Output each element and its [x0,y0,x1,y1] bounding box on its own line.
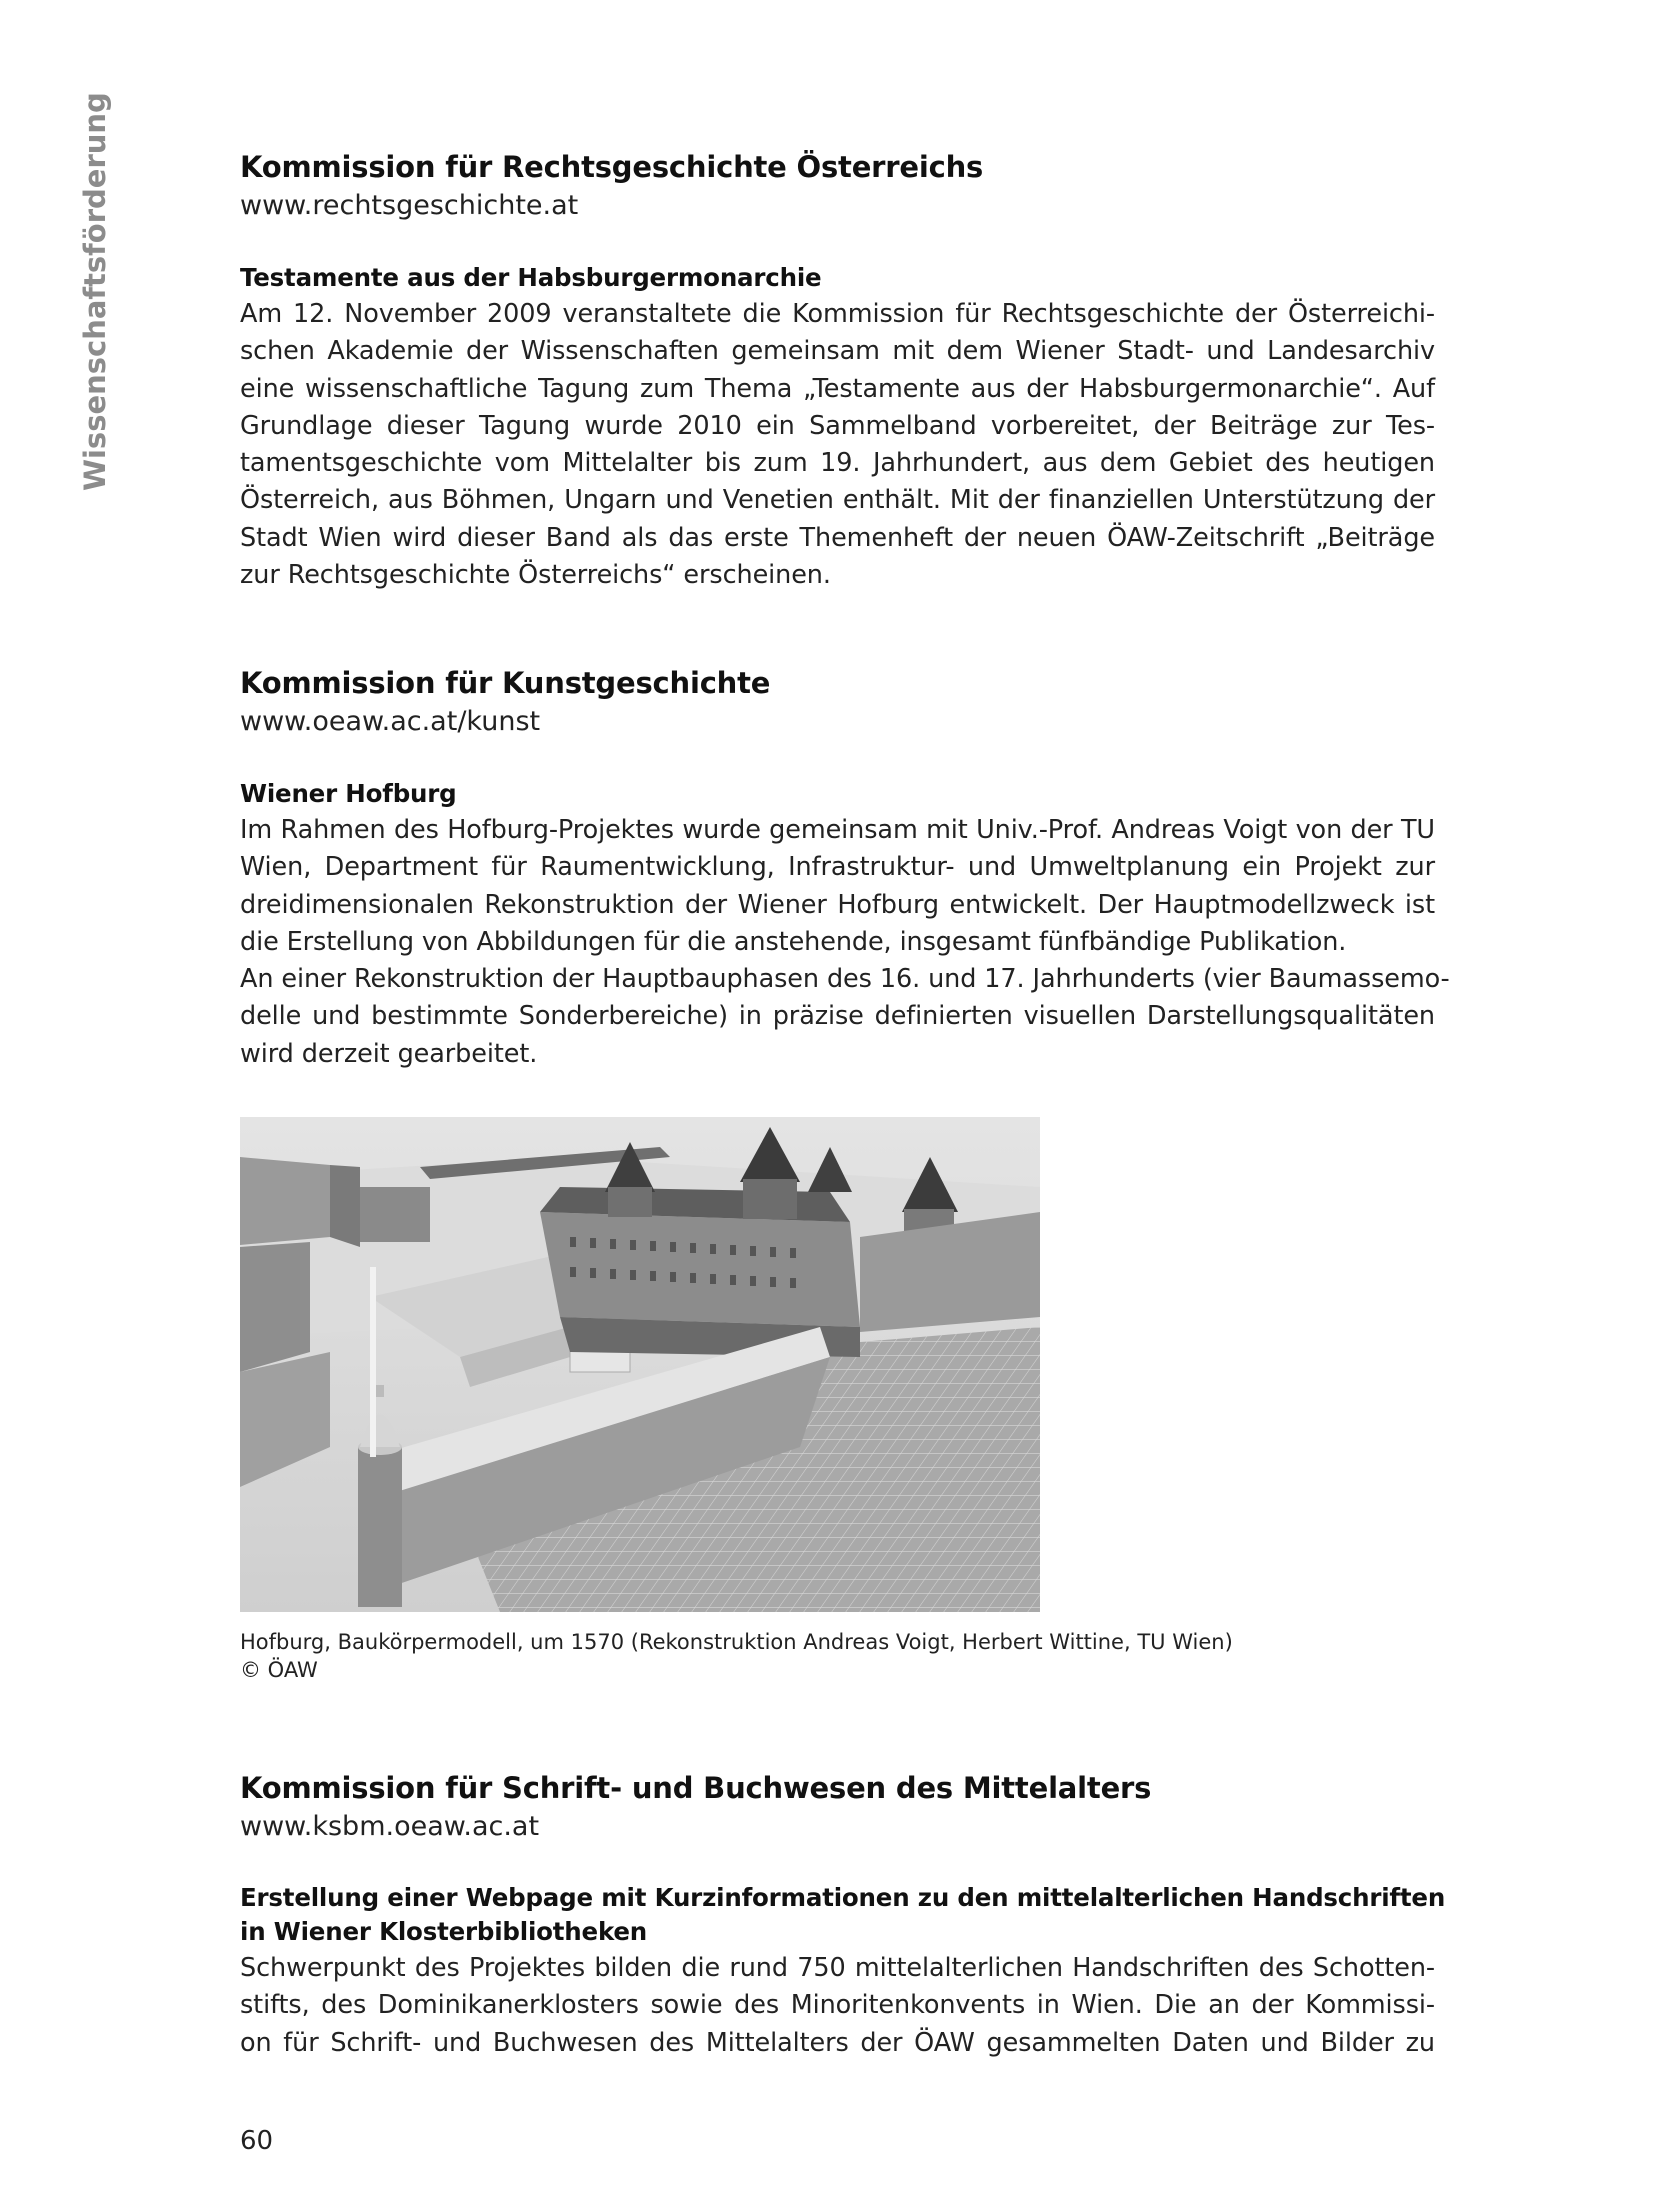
hofburg-model-image [240,1117,1040,1612]
text-line: Schwerpunkt des Projektes bilden die rund 750 mittelalterlichen Handschriften des Schotten- [240,1953,1435,1983]
text-line: Stadt Wien wird dieser Band als das erste Themenheft der neuen ÖAW-Zeitschrift „Beiträge [240,522,1435,553]
text-line: schen Akademie der Wissenschaften gemeinsam mit dem Wiener Stadt- und Landesarchiv [240,336,1435,367]
text-line: Österreich, aus Böhmen, Ungarn und Venetien enthält. Mit der finanziellen Unterstützung der [240,485,1435,516]
subsection-title-testamente: Testamente aus der Habsburgermonarchie [240,263,822,292]
text-line: Grundlage dieser Tagung wurde 2010 ein Sammelband vorbereitet, der Beiträge zur Tes- [240,410,1435,441]
section-title-rechtsgeschichte: Kommission für Rechtsgeschichte Österreichs [240,150,984,184]
side-section-label: Wissenschaftsförderung [78,92,112,491]
subsection-title-hofburg: Wiener Hofburg [240,779,457,808]
text-line: on für Schrift- und Buchwesen des Mittelalters der ÖAW gesammelten Daten und Bilder zu [240,2027,1435,2058]
text-line: die Erstellung von Abbildungen für die anstehende, insgesamt fünfbändige Publikation. [240,926,1347,957]
section-title-kunstgeschichte: Kommission für Kunstgeschichte [240,666,771,700]
paragraph-hofburg [240,812,1450,1073]
section-url-kunstgeschichte[interactable]: www.oeaw.ac.at/kunst [240,706,541,737]
text-line: An einer Rekonstruktion der Hauptbauphasen des 16. und 17. Jahrhunderts (vier Baumassemo- [240,964,1450,995]
text-line: wird derzeit gearbeitet. [240,1038,538,1069]
text-line: zur Rechtsgeschichte Österreichs“ erscheinen. [240,560,831,591]
text-line: dreidimensionalen Rekonstruktion der Wiener Hofburg entwickelt. Der Hauptmodellzweck ist [240,889,1435,920]
text-line: delle und bestimmte Sonderbereiche) in präzise definierten visuellen Darstellungsqualitäten [240,1001,1435,1032]
figure-copyright: © ÖAW [240,1658,318,1682]
text-line: Im Rahmen des Hofburg-Projektes wurde gemeinsam mit Univ.-Prof. Andreas Voigt von der TU [240,815,1435,845]
text-line: eine wissenschaftliche Tagung zum Thema „Testamente aus der Habsburgermonarchie“. Auf [240,373,1435,404]
paragraph-testamente [240,296,1435,594]
figure-caption: Hofburg, Baukörpermodell, um 1570 (Rekonstruktion Andreas Voigt, Herbert Wittine, TU Wien) [240,1630,1233,1654]
text-line: Am 12. November 2009 veranstaltete die Kommission für Rechtsgeschichte der Österreichi- [240,299,1435,329]
text-line: stifts, des Dominikanerklosters sowie des Minoritenkonvents in Wien. Die an der Kommissi- [240,1990,1435,2021]
text-line: tamentsgeschichte vom Mittelalter bis zum 19. Jahrhundert, aus dem Gebiet des heutigen [240,448,1435,479]
section-url-rechtsgeschichte[interactable]: www.rechtsgeschichte.at [240,190,579,221]
subsection-title-webpage-line2: in Wiener Klosterbibliotheken [240,1917,648,1946]
side-section-label-wrap [78,92,112,525]
page-number: 60 [240,2126,274,2156]
subsection-title-webpage-line1: Erstellung einer Webpage mit Kurzinformationen zu den mittelalterlichen Handschriften [240,1883,1446,1912]
text-line: Wien, Department für Raumentwicklung, Infrastruktur- und Umweltplanung ein Projekt zur [240,852,1435,883]
paragraph-webpage [240,1950,1435,2062]
section-title-schriftwesen: Kommission für Schrift- und Buchwesen des Mittelalters [240,1771,1152,1805]
section-url-schriftwesen[interactable]: www.ksbm.oeaw.ac.at [240,1811,540,1842]
